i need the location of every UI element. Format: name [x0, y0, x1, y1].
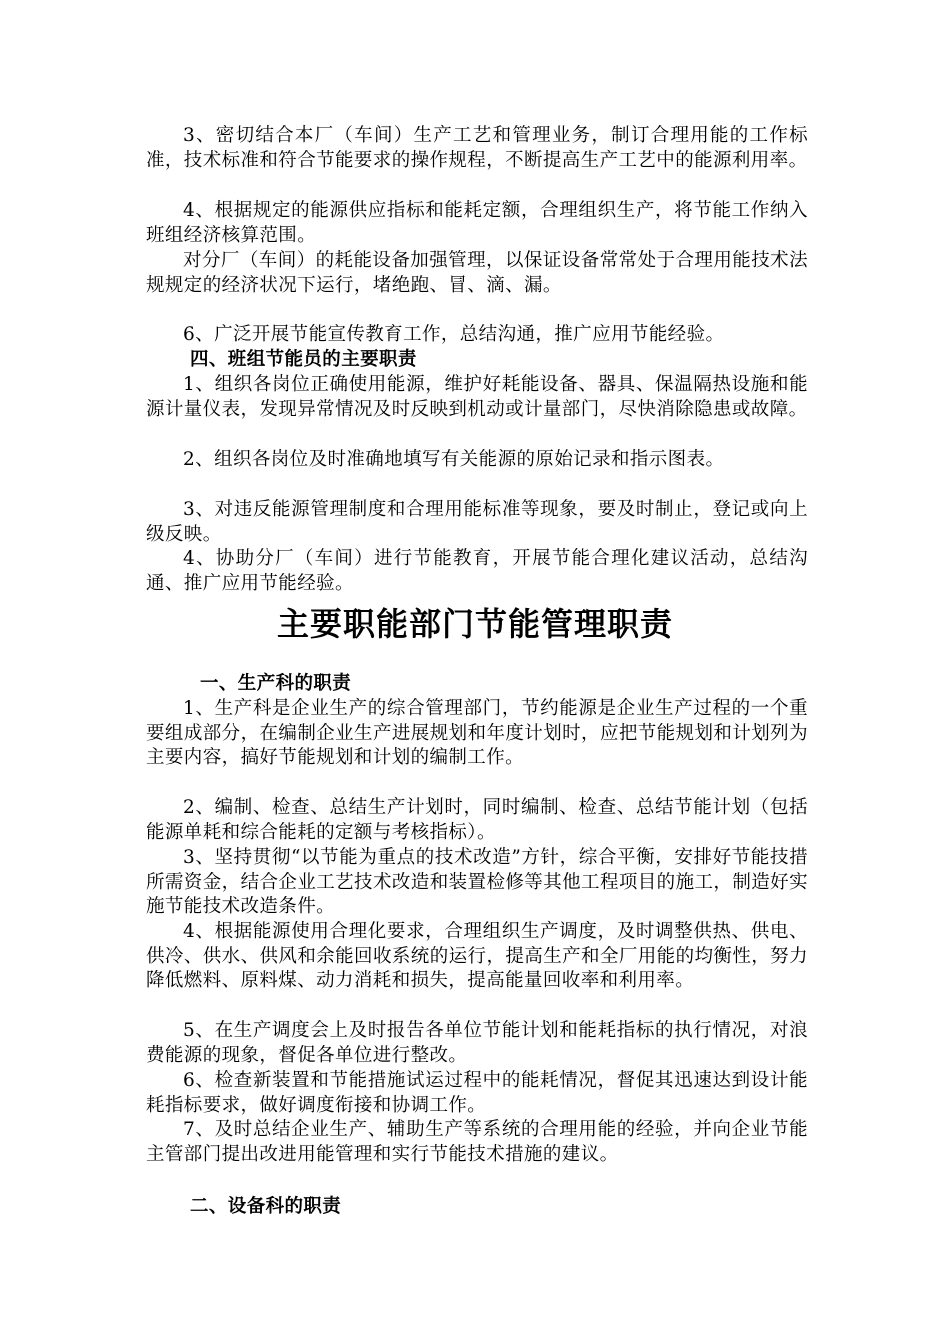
page-title: 主要职能部门节能管理职责	[276, 605, 673, 643]
paragraph-team-item-4: 4、协助分厂（车间）进行节能教育，开展节能合理化建议活动，总结沟通、推广应用节能经验。	[146, 548, 808, 594]
paragraph-team-item-1: 1、组织各岗位正确使用能源，维护好耗能设备、器具、保温隔热设施和能源计量仪表，发现异常情况及时反映到机动或计量部门，尽快消除隐患或故障。	[146, 374, 808, 420]
paragraph-production-item-1: 1、生产科是企业生产的综合管理部门，节约能源是企业生产过程的一个重要组成部分，在编制企业生产进展规划和年度计划时，应把节能规划和计划列为主要内容，搞好节能规划和计划的编制工作。	[146, 698, 808, 769]
paragraph-team-item-2: 2、组织各岗位及时准确地填写有关能源的原始记录和指示图表。	[183, 449, 725, 470]
paragraph-top-item-3: 3、密切结合本厂（车间）生产工艺和管理业务，制订合理用能的工作标准，技术标准和符合节能要求的操作规程，不断提高生产工艺中的能源利用率。	[146, 125, 808, 171]
paragraph-production-item-3: 3、坚持贯彻“以节能为重点的技术改造”方针，综合平衡，安排好节能技措所需资金，结合企业工艺技术改造和装置检修等其他工程项目的施工，制造好实施节能技术改造条件。	[146, 847, 808, 918]
heading-equipment-dept: 二、设备科的职责	[190, 1196, 342, 1217]
paragraph-production-item-6: 6、检查新装置和节能措施试运过程中的能耗情况，督促其迅速达到设计能耗指标要求，做好调度衔接和协调工作。	[146, 1070, 808, 1116]
paragraph-production-item-4: 4、根据能源使用合理化要求，合理组织生产调度，及时调整供热、供电、供冷、供水、供风和余能回收系统的运行，提高生产和全厂用能的均衡性，努力降低燃料、原料煤、动力消耗和损失，提高能量回收率和利用率。	[146, 921, 808, 992]
paragraph-top-item-4: 4、根据规定的能源供应指标和能耗定额，合理组织生产，将节能工作纳入班组经济核算范围。	[146, 200, 808, 246]
paragraph-production-item-5: 5、在生产调度会上及时报告各单位节能计划和能耗指标的执行情况，对浪费能源的现象，督促各单位进行整改。	[146, 1020, 808, 1066]
paragraph-top-item-5: 对分厂（车间）的耗能设备加强管理，以保证设备常常处于合理用能技术法规规定的经济状况下运行，堵绝跑、冒、滴、漏。	[146, 250, 808, 296]
paragraph-production-item-2: 2、编制、检查、总结生产计划时，同时编制、检查、总结节能计划（包括能源单耗和综合能耗的定额与考核指标）。	[146, 797, 808, 843]
heading-team-duties: 四、班组节能员的主要职责	[190, 349, 417, 370]
paragraph-top-item-6: 6、广泛开展节能宣传教育工作，总结沟通，推广应用节能经验。	[183, 324, 725, 345]
paragraph-production-item-7: 7、及时总结企业生产、辅助生产等系统的合理用能的经验，并向企业节能主管部门提出改进用能管理和实行节能技术措施的建议。	[146, 1119, 808, 1165]
paragraph-team-item-3: 3、对违反能源管理制度和合理用能标准等现象，要及时制止，登记或向上级反映。	[146, 499, 808, 545]
heading-production-dept: 一、生产科的职责	[200, 673, 352, 694]
